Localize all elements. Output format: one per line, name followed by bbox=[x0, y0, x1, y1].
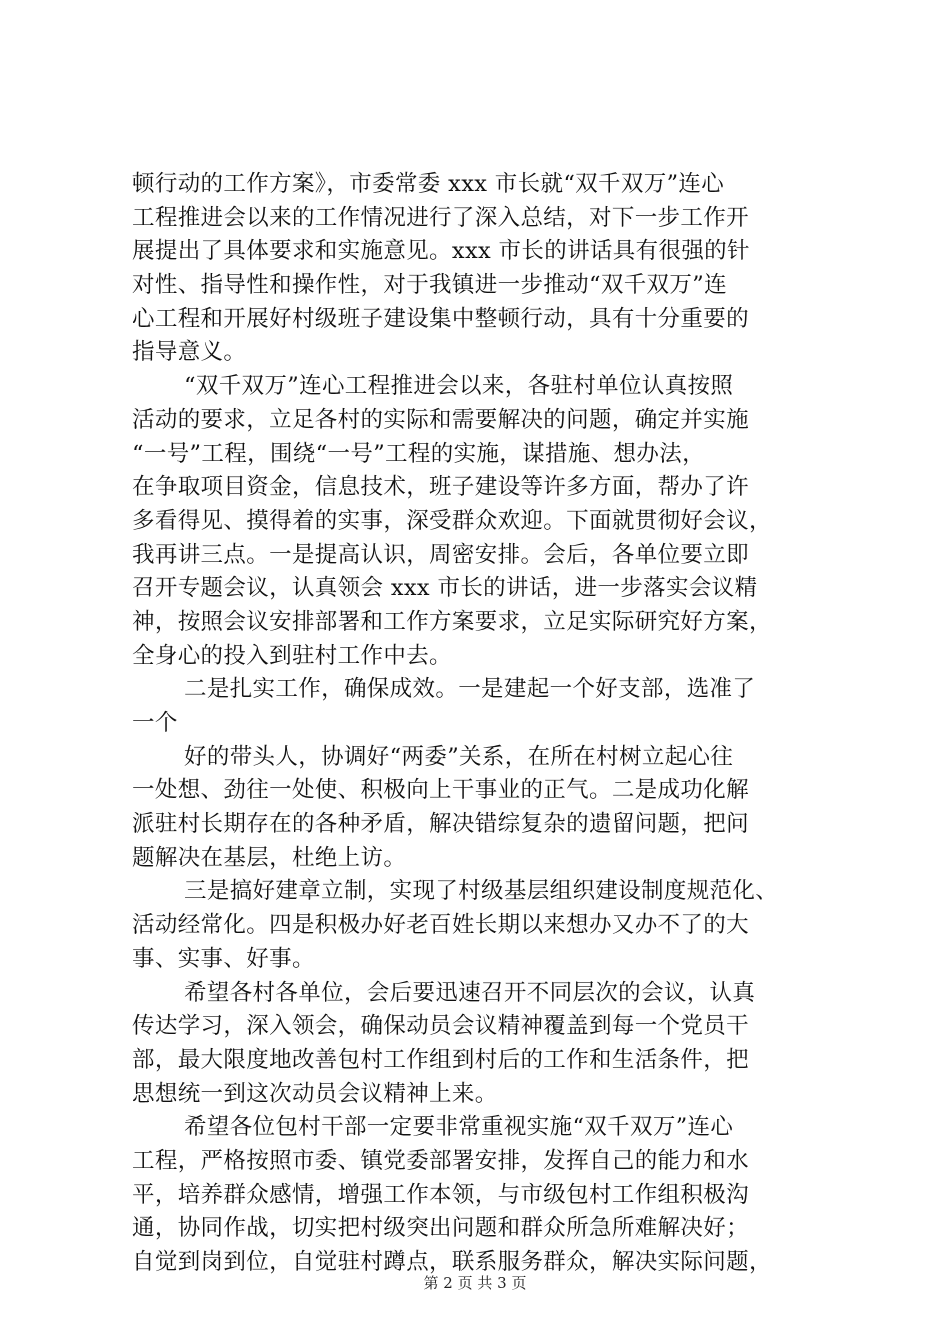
text-line: 平，培养群众感情，增强工作本领，与市级包村工作组积极沟 bbox=[132, 1181, 749, 1208]
text-line: 展提出了具体要求和实施意见。xxx 市长的讲话具有很强的针 bbox=[132, 238, 750, 265]
text-line: 思想统一到这次动员会议精神上来。 bbox=[132, 1080, 498, 1107]
text-line: 派驻村长期存在的各种矛盾，解决错综复杂的遗留问题，把问 bbox=[132, 811, 749, 838]
text-line: 希望各位包村干部一定要非常重视实施“双千双万”连心 bbox=[184, 1114, 734, 1141]
text-line: 通，协同作战，切实把村级突出问题和群众所急所难解决好； bbox=[132, 1215, 749, 1242]
text-line: 一个 bbox=[132, 710, 178, 736]
page-number-footer: 第 2 页 共 3 页 bbox=[423, 1274, 527, 1292]
text-line: 全身心的投入到驻村工作中去。 bbox=[132, 642, 452, 669]
text-line: 事、实事、好事。 bbox=[132, 945, 315, 972]
text-line: 在争取项目资金，信息技术，班子建设等许多方面，帮办了许 bbox=[132, 474, 749, 501]
text-line: 顿行动的工作方案》，市委常委 xxx 市长就“双千双万”连心 bbox=[132, 171, 725, 197]
text-line: 召开专题会议，认真领会 xxx 市长的讲话，进一步落实会议精 bbox=[132, 575, 758, 602]
text-line: “一号”工程，围绕“一号”工程的实施，谋措施、想办法， bbox=[132, 440, 705, 467]
document-body bbox=[132, 168, 832, 1280]
text-line: 希望各村各单位，会后要迅速召开不同层次的会议，认真 bbox=[184, 979, 756, 1006]
text-line: 对性、指导性和操作性，对于我镇进一步推动“双千双万”连 bbox=[132, 272, 727, 299]
text-line: 题解决在基层，杜绝上访。 bbox=[132, 844, 407, 871]
text-line: 工程推进会以来的工作情况进行了深入总结，对下一步工作开 bbox=[132, 204, 749, 231]
text-line: 部，最大限度地改善包村工作组到村后的工作和生活条件，把 bbox=[132, 1046, 749, 1073]
text-line: 一处想、劲往一处使、积极向上干事业的正气。二是成功化解 bbox=[132, 777, 749, 804]
text-line: 好的带头人，协调好“两委”关系，在所在村树立起心往 bbox=[184, 743, 734, 770]
text-line: 活动的要求，立足各村的实际和需要解决的问题，确定并实施 bbox=[132, 406, 749, 433]
text-line: 自觉到岗到位，自觉驻村蹲点，联系服务群众，解决实际问题， bbox=[132, 1249, 772, 1275]
text-line: 三是搞好建章立制，实现了村级基层组织建设制度规范化、 bbox=[184, 878, 779, 905]
text-line: 心工程和开展好村级班子建设集中整顿行动，具有十分重要的 bbox=[132, 305, 749, 332]
text-line: 我再讲三点。一是提高认识，周密安排。会后，各单位要立即 bbox=[132, 541, 749, 568]
text-line: 二是扎实工作，确保成效。一是建起一个好支部，选准了 bbox=[184, 676, 756, 703]
text-line: 传达学习，深入领会，确保动员会议精神覆盖到每一个党员干 bbox=[132, 1013, 749, 1040]
text-line: 多看得见、摸得着的实事，深受群众欢迎。下面就贯彻好会议， bbox=[132, 507, 772, 534]
text-line: 指导意义。 bbox=[132, 339, 247, 366]
text-line: 活动经常化。四是积极办好老百姓长期以来想办又办不了的大 bbox=[132, 912, 749, 939]
text-line: 工程，严格按照市委、镇党委部署安排，发挥自己的能力和水 bbox=[132, 1147, 749, 1174]
text-line: “双千双万”连心工程推进会以来，各驻村单位认真按照 bbox=[184, 373, 734, 400]
text-line: 神，按照会议安排部署和工作方案要求，立足实际研究好方案， bbox=[132, 608, 772, 635]
